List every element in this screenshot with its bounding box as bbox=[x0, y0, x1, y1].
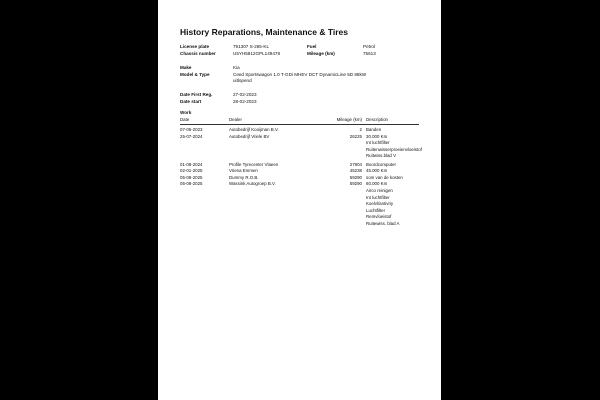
col-header-description: Description bbox=[366, 117, 388, 122]
row-dealer: Autobedrijf Kooijman B.V. bbox=[229, 127, 279, 132]
model-value-line1: Ceed Sportswagon 1.0 T-GDi MHEV DCT DynamicLine 5D 88kW bbox=[233, 72, 367, 77]
row-description: Boordcomputer bbox=[366, 161, 397, 167]
row-date: 01-08-2024 bbox=[180, 161, 203, 167]
model-value-line2: uitlopend bbox=[233, 78, 252, 83]
row-description: 45.000 Km bbox=[366, 168, 388, 174]
row-description: Luchtfilter bbox=[366, 207, 386, 213]
row-description: som van de kosten bbox=[366, 174, 403, 180]
row-mileage: 26225 bbox=[349, 133, 362, 139]
chassis-label: Chassis number bbox=[180, 51, 216, 56]
row-date: 07-06-2023 bbox=[180, 127, 203, 132]
model-label: Model & Type bbox=[180, 72, 210, 77]
col-header-date: Date bbox=[180, 117, 190, 122]
row-mileage: 59290 bbox=[349, 181, 362, 187]
make-label: Make bbox=[180, 65, 192, 70]
row-date: 25-07-2024 bbox=[180, 133, 203, 139]
mileage-value: 75613 bbox=[363, 51, 376, 56]
col-header-dealer: Dealer bbox=[229, 117, 242, 122]
row-mileage: 45238 bbox=[349, 168, 362, 174]
first-reg-label: Date First Reg. bbox=[180, 92, 213, 97]
work-section-title: Work bbox=[180, 110, 192, 115]
row-description: Int luchtfilter bbox=[366, 194, 390, 200]
chassis-value: U5YH5812GPL149478 bbox=[233, 51, 280, 56]
row-description: 60.000 Km bbox=[366, 181, 388, 187]
row-mileage: 59290 bbox=[349, 174, 362, 180]
date-start-value: 28-02-2023 bbox=[233, 99, 257, 104]
table-divider bbox=[180, 124, 419, 125]
row-dealer: Autobedrijf Vriele BV bbox=[229, 133, 270, 139]
row-date: 02-01-2025 bbox=[180, 168, 203, 174]
row-mileage: 27804 bbox=[349, 161, 362, 167]
col-header-mileage: Mileage (km) bbox=[336, 117, 362, 122]
row-mileage: 2 bbox=[359, 127, 362, 132]
row-description: Int luchtfilter bbox=[366, 140, 390, 146]
row-date: 05-08-2025 bbox=[180, 174, 203, 180]
row-description: Banden bbox=[366, 127, 382, 132]
license-plate-value: 791307 S-265-KL bbox=[233, 44, 270, 49]
make-value: Kia bbox=[233, 65, 240, 70]
row-dealer: Vriena Emmen bbox=[229, 168, 258, 174]
document-page bbox=[158, 0, 441, 400]
row-date: 05-08-2025 bbox=[180, 181, 203, 187]
row-description: Ruitenwisserproeienvloeistof bbox=[366, 146, 422, 152]
row-description: Ruitewiss. blad A bbox=[366, 220, 400, 226]
license-plate-label: License plate bbox=[180, 44, 210, 49]
row-description: Airco reinigen bbox=[366, 187, 393, 193]
row-dealer: Dummy R.O.B. bbox=[229, 174, 259, 180]
row-dealer: Profile Tyrecenter Vlaeen bbox=[229, 161, 279, 167]
row-description: Koelvl/antivriy bbox=[366, 201, 394, 207]
row-description: 30.000 Km bbox=[366, 133, 388, 139]
row-description: Ruitwiss.blad V bbox=[366, 153, 397, 159]
row-dealer: Wassink Autogroep B.V. bbox=[229, 181, 276, 187]
page-title: History Reparations, Maintenance & Tires bbox=[180, 27, 349, 37]
date-start-label: Date start bbox=[180, 99, 202, 104]
fuel-label: Fuel bbox=[307, 44, 317, 49]
first-reg-value: 27-02-2023 bbox=[233, 92, 257, 97]
fuel-value: Petrol bbox=[363, 44, 376, 49]
mileage-label: Mileage (km) bbox=[307, 51, 335, 56]
row-description: Remvloeistof bbox=[366, 214, 392, 220]
